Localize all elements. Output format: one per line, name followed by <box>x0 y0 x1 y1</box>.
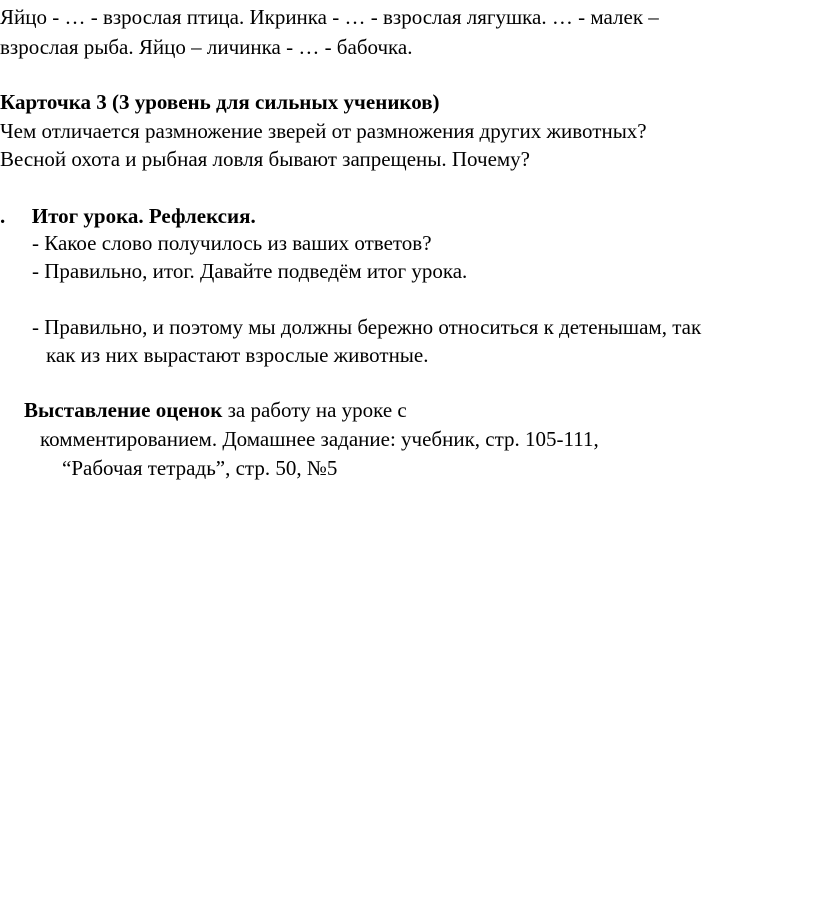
summary-line-1: - Какое слово получилось из ваших ответов? <box>32 231 432 255</box>
intro-line-1: Яйцо - … - взрослая птица. Икринка - … - взрослая лягушка. … - малек – <box>0 5 659 29</box>
grading-label: Выставление оценок <box>24 398 223 422</box>
summary-heading-row <box>0 202 256 230</box>
grading-label-rest: за работу на уроке с <box>222 398 407 422</box>
intro-line-2: взрослая рыба. Яйцо – личинка - … - бабочка. <box>0 35 413 59</box>
summary-line-2: - Правильно, итог. Давайте подведём итог урока. <box>32 259 468 283</box>
grading-line-1 <box>24 396 407 424</box>
card-3-title: Карточка 3 (3 уровень для сильных учеников) <box>0 90 440 114</box>
card-3-question-1: Чем отличается размножение зверей от размножения других животных? <box>0 119 647 143</box>
grading-line-3: “Рабочая тетрадь”, стр. 50, №5 <box>62 456 338 480</box>
card-3-question-2: Весной охота и рыбная ловля бывают запрещены. Почему? <box>0 147 531 171</box>
summary-heading: Итог урока. Рефлексия. <box>31 204 256 228</box>
summary-line-4: как из них вырастают взрослые животные. <box>46 343 429 367</box>
summary-line-3: - Правильно, и поэтому мы должны бережно относиться к детенышам, так <box>32 315 702 339</box>
summary-bullet: . <box>0 204 6 228</box>
grading-line-2: комментированием. Домашнее задание: учебник, стр. 105-111, <box>40 427 599 451</box>
